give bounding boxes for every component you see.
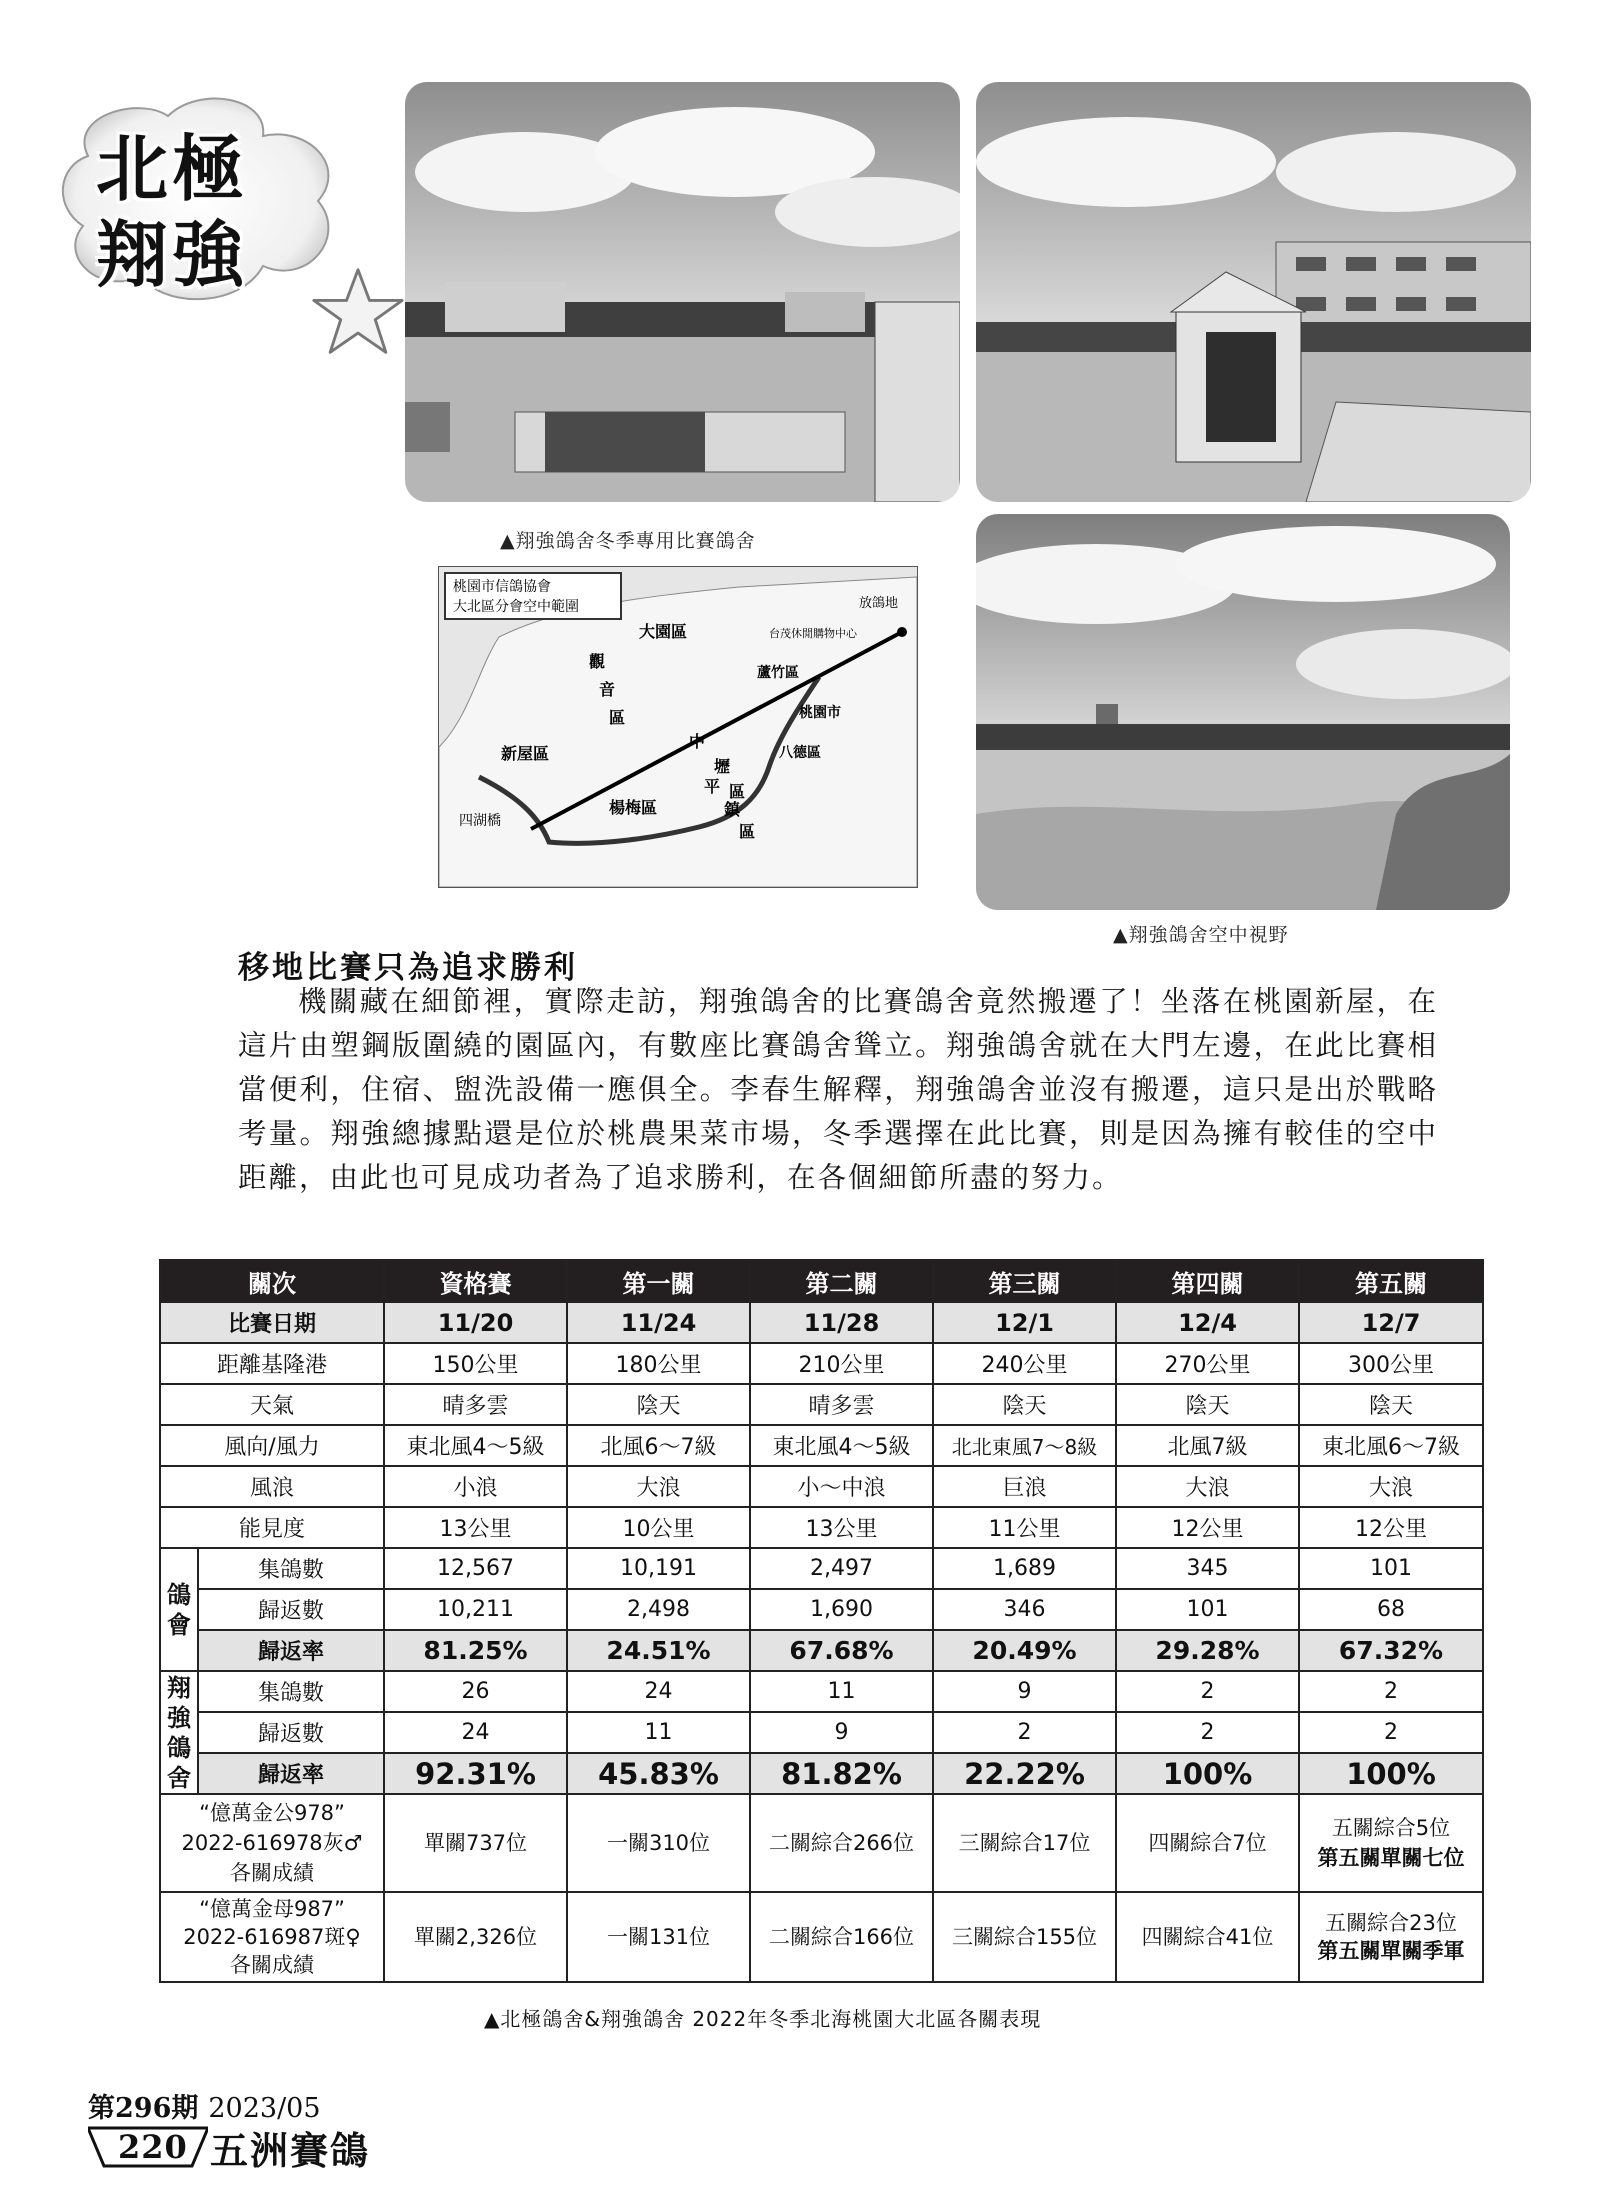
map-title-2: 大北區分會空中範圍 <box>453 599 579 615</box>
table-row-date <box>160 1302 1483 1343</box>
map-label: 中 <box>689 732 706 751</box>
map-title-1: 桃園市信鴿協會 <box>453 579 551 595</box>
cell: 三關綜合17位 <box>933 1794 1116 1892</box>
cell: 13公里 <box>750 1507 933 1548</box>
cell: 11公里 <box>933 1507 1116 1548</box>
cell: 2 <box>1116 1712 1299 1753</box>
cell: 12公里 <box>1116 1507 1299 1548</box>
cell: 東北風6～7級 <box>1299 1425 1483 1466</box>
map-label: 楊梅區 <box>609 798 658 817</box>
cell: 100% <box>1299 1753 1483 1794</box>
page-number-badge <box>88 2124 208 2170</box>
header-cell: 第一關 <box>567 1260 750 1302</box>
cell: 11/24 <box>567 1302 750 1343</box>
cell: 一關131位 <box>567 1892 750 1982</box>
map-label: 區 <box>739 822 756 841</box>
map-label: 蘆竹區 <box>757 665 799 681</box>
flight-area-map <box>438 566 918 888</box>
map-label: 四湖橋 <box>459 813 501 829</box>
photo-loft-yard-image <box>405 82 960 502</box>
photo-sky-view-image <box>976 514 1510 910</box>
cell: 東北風4～5級 <box>384 1425 567 1466</box>
cell: 四關綜合7位 <box>1116 1794 1299 1892</box>
cell: 22.22% <box>933 1753 1116 1794</box>
cell: 陰天 <box>933 1384 1116 1425</box>
cell: 12公里 <box>1299 1507 1483 1548</box>
cell: 2,498 <box>567 1589 750 1630</box>
cell: 巨浪 <box>933 1466 1116 1507</box>
cell: 10公里 <box>567 1507 750 1548</box>
cell: 北北東風7～8級 <box>933 1425 1116 1466</box>
cell: 26 <box>384 1671 567 1712</box>
cell: 二關綜合166位 <box>750 1892 933 1982</box>
cell: 270公里 <box>1116 1343 1299 1384</box>
table-row-assoc-returned <box>160 1589 1483 1630</box>
cell: 92.31% <box>384 1753 567 1794</box>
cell: 小浪 <box>384 1466 567 1507</box>
header-cell: 第三關 <box>933 1260 1116 1302</box>
article-heading: 移地比賽只為追求勝利 <box>238 950 578 986</box>
cell: 68 <box>1299 1589 1483 1630</box>
cell: 101 <box>1299 1548 1483 1589</box>
cell: 10,211 <box>384 1589 567 1630</box>
photo-sky-view <box>976 514 1510 910</box>
table-row-weather <box>160 1384 1483 1425</box>
cell: 2,497 <box>750 1548 933 1589</box>
row-label: 距離基隆港 <box>160 1343 384 1384</box>
map-label: 觀 <box>589 652 606 671</box>
cell: 210公里 <box>750 1343 933 1384</box>
caption-loft-photo: ▲翔強鴿舍冬季專用比賽鴿舍 <box>500 530 756 552</box>
cell: 大浪 <box>1116 1466 1299 1507</box>
cell: 2 <box>1116 1671 1299 1712</box>
header-cell: 資格賽 <box>384 1260 567 1302</box>
table-row-loft-collected <box>160 1671 1483 1712</box>
header-cell: 第五關 <box>1299 1260 1483 1302</box>
bird-name: “億萬金公978” <box>199 1801 345 1825</box>
table-row-wind <box>160 1425 1483 1466</box>
table-row-distance <box>160 1343 1483 1384</box>
cell: 11 <box>567 1712 750 1753</box>
cell: 四關綜合41位 <box>1116 1892 1299 1982</box>
cell: 9 <box>750 1712 933 1753</box>
map-label: 音 <box>599 680 616 699</box>
table-row-waves <box>160 1466 1483 1507</box>
bird-sub: 各關成績 <box>230 1953 314 1977</box>
cell: 150公里 <box>384 1343 567 1384</box>
map-label: 大園區 <box>639 622 688 641</box>
cell-final <box>1299 1892 1483 1982</box>
map-label: 新屋區 <box>501 744 550 763</box>
cell: 81.25% <box>384 1630 567 1671</box>
cell: 陰天 <box>1299 1384 1483 1425</box>
cell: 10,191 <box>567 1548 750 1589</box>
cell: 晴多雲 <box>750 1384 933 1425</box>
logo-line-1: 北極 <box>96 127 249 211</box>
article-body: 機關藏在細節裡，實際走訪，翔強鴿舍的比賽鴿舍竟然搬遷了！坐落在桃園新屋，在這片由塑鋼版圍繞的園區內，有數座比賽鴿舍聳立。翔強鴿舍就在大門左邊，在此比賽相當便利，住宿、盥洗設備一應俱全。李春生解釋，翔強鴿舍並沒有搬遷，這只是出於戰略考量。翔強總據點還是位於桃農果菜市場，冬季選擇在此比賽，則是因為擁有較佳的空中距離，由此也可見成功者為了追求勝利，在各個細節所盡的努力。 <box>238 985 1438 1194</box>
row-label: 歸返數 <box>198 1589 384 1630</box>
cell: 二關綜合266位 <box>750 1794 933 1892</box>
row-label: 風浪 <box>160 1466 384 1507</box>
group-label-loft: 翔強鴿舍 <box>160 1671 198 1794</box>
table-row-loft-rate <box>160 1753 1483 1794</box>
cell: 1,690 <box>750 1589 933 1630</box>
cell: 67.32% <box>1299 1630 1483 1671</box>
cell: 9 <box>933 1671 1116 1712</box>
cell: 晴多雲 <box>384 1384 567 1425</box>
issue-date: 2023/05 <box>208 2093 321 2124</box>
row-label: 比賽日期 <box>160 1302 384 1343</box>
table-row-bird-978 <box>160 1794 1483 1892</box>
cell: 29.28% <box>1116 1630 1299 1671</box>
cell: 12/7 <box>1299 1302 1483 1343</box>
bird-987-label <box>160 1892 384 1982</box>
map-label: 八德區 <box>779 745 821 761</box>
logo-line-2: 翔強 <box>96 213 249 297</box>
row-label: 能見度 <box>160 1507 384 1548</box>
cell: 陰天 <box>1116 1384 1299 1425</box>
cell: 300公里 <box>1299 1343 1483 1384</box>
cell: 11/20 <box>384 1302 567 1343</box>
cell: 北風7級 <box>1116 1425 1299 1466</box>
map-label: 放鴿地 <box>859 596 899 611</box>
cell: 100% <box>1116 1753 1299 1794</box>
magazine-section-logo <box>48 86 378 316</box>
cell: 24 <box>567 1671 750 1712</box>
bird-sub: 各關成績 <box>230 1861 314 1885</box>
cell: 24 <box>384 1712 567 1753</box>
photo-loft-building-image <box>976 82 1531 502</box>
row-label: 集鴿數 <box>198 1548 384 1589</box>
map-label: 區 <box>729 782 746 801</box>
table-row-visibility <box>160 1507 1483 1548</box>
bird-ring: 2022-616987斑♀ <box>183 1925 361 1949</box>
cell: 2 <box>933 1712 1116 1753</box>
race-results-table <box>159 1259 1484 1983</box>
cell: 12,567 <box>384 1548 567 1589</box>
cell: 180公里 <box>567 1343 750 1384</box>
final-line-1: 五關綜合23位 <box>1325 1911 1457 1935</box>
cell: 345 <box>1116 1548 1299 1589</box>
table-header-row <box>160 1260 1483 1302</box>
table-caption: ▲北極鴿舍&翔強鴿舍 2022年冬季北海桃園大北區各關表現 <box>484 2007 1042 2031</box>
map-label: 區 <box>609 708 626 727</box>
cell: 單關737位 <box>384 1794 567 1892</box>
header-cell: 第四關 <box>1116 1260 1299 1302</box>
final-line-2: 第五關單關七位 <box>1317 1846 1465 1870</box>
page-number: 220 <box>118 2128 188 2166</box>
cell-final <box>1299 1794 1483 1892</box>
star-icon <box>310 264 406 360</box>
cell: 大浪 <box>1299 1466 1483 1507</box>
cell: 11/28 <box>750 1302 933 1343</box>
map-label: 平 <box>704 777 721 796</box>
cell: 三關綜合155位 <box>933 1892 1116 1982</box>
row-label: 風向/風力 <box>160 1425 384 1466</box>
magazine-brand: 五洲賽鴿 <box>210 2129 371 2173</box>
cell: 陰天 <box>567 1384 750 1425</box>
cell: 2 <box>1299 1671 1483 1712</box>
header-cell: 第二關 <box>750 1260 933 1302</box>
map-label: 壢 <box>714 757 731 776</box>
final-line-1: 五關綜合5位 <box>1331 1816 1451 1840</box>
map-label: 台茂休閒購物中心 <box>769 627 857 640</box>
issue-number: 第296期 <box>88 2093 199 2124</box>
photo-loft-building <box>976 82 1531 502</box>
cell: 1,689 <box>933 1548 1116 1589</box>
map-label: 桃園市 <box>799 705 841 721</box>
cell: 24.51% <box>567 1630 750 1671</box>
cell: 12/1 <box>933 1302 1116 1343</box>
caption-sky-photo: ▲翔強鴿舍空中視野 <box>1113 924 1289 946</box>
cell: 101 <box>1116 1589 1299 1630</box>
row-label: 歸返率 <box>198 1753 384 1794</box>
row-label: 歸返率 <box>198 1630 384 1671</box>
cell: 2 <box>1299 1712 1483 1753</box>
cell: 12/4 <box>1116 1302 1299 1343</box>
cell: 小～中浪 <box>750 1466 933 1507</box>
cell: 大浪 <box>567 1466 750 1507</box>
cell: 346 <box>933 1589 1116 1630</box>
table-row-loft-returned <box>160 1712 1483 1753</box>
photo-loft-yard <box>405 82 960 502</box>
bird-name: “億萬金母987” <box>199 1897 345 1921</box>
map-label: 鎮 <box>724 800 741 819</box>
final-line-2: 第五關單關季軍 <box>1317 1939 1465 1963</box>
bird-978-label <box>160 1794 384 1892</box>
row-label: 天氣 <box>160 1384 384 1425</box>
cell: 20.49% <box>933 1630 1116 1671</box>
cell: 北風6～7級 <box>567 1425 750 1466</box>
cell: 11 <box>750 1671 933 1712</box>
table-row-bird-987 <box>160 1892 1483 1982</box>
cell: 東北風4～5級 <box>750 1425 933 1466</box>
row-label: 歸返數 <box>198 1712 384 1753</box>
table-row-assoc-collected <box>160 1548 1483 1589</box>
table-row-assoc-rate <box>160 1630 1483 1671</box>
cell: 13公里 <box>384 1507 567 1548</box>
group-label-association: 鴿會 <box>160 1548 198 1671</box>
header-cell: 關次 <box>160 1260 384 1302</box>
row-label: 集鴿數 <box>198 1671 384 1712</box>
cell: 一關310位 <box>567 1794 750 1892</box>
cell: 67.68% <box>750 1630 933 1671</box>
cell: 單關2,326位 <box>384 1892 567 1982</box>
cell: 81.82% <box>750 1753 933 1794</box>
cell: 45.83% <box>567 1753 750 1794</box>
bird-ring: 2022-616978灰♂ <box>181 1831 363 1855</box>
cell: 240公里 <box>933 1343 1116 1384</box>
map-image <box>439 567 917 887</box>
